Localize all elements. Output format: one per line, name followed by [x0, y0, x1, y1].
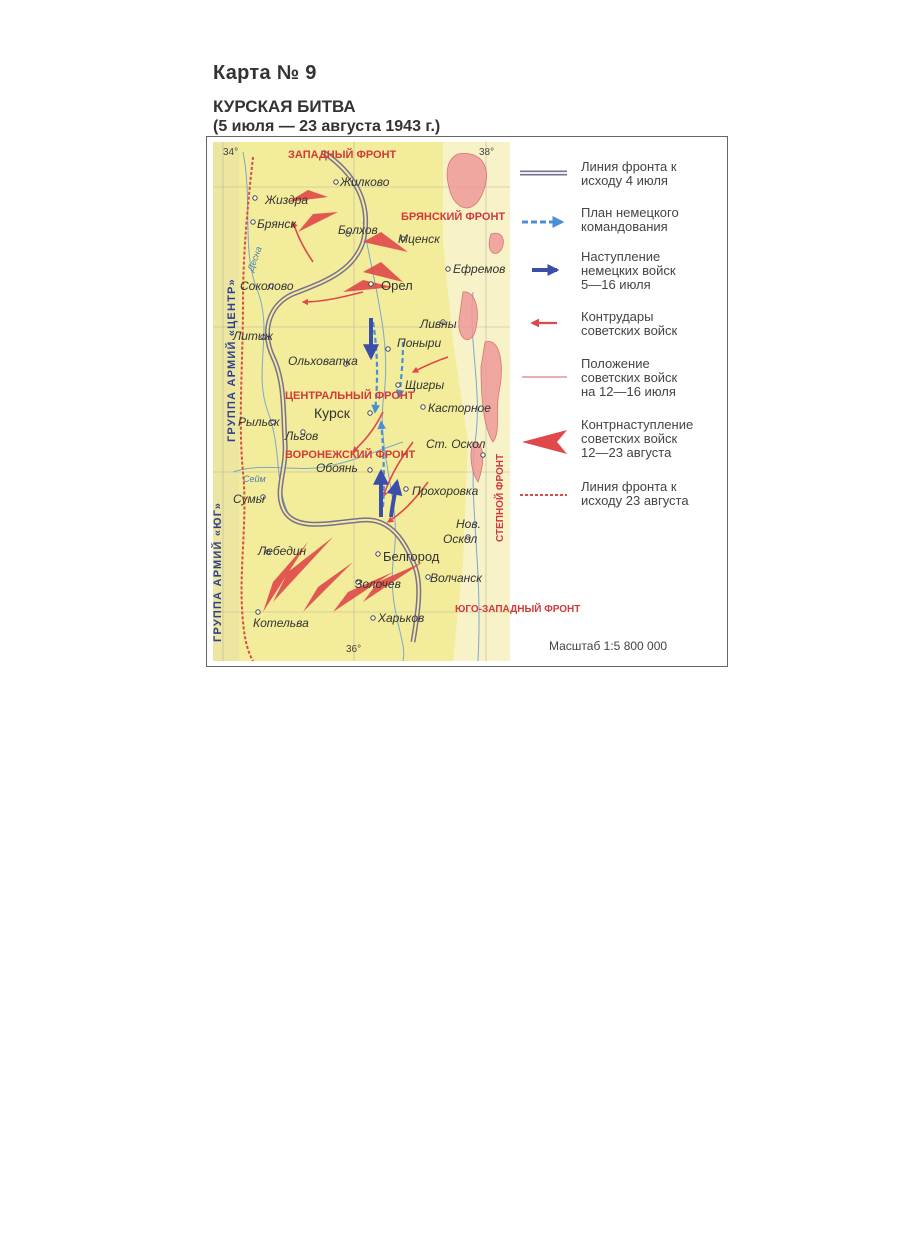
army-group-center-label: ГРУППА АРМИЙ «ЦЕНТР»: [226, 278, 238, 442]
legend-text: План немецкого: [581, 205, 679, 220]
army-group-south-label: ГРУППА АРМИЙ «ЮГ»: [212, 501, 224, 642]
legend-text: на 12—16 июля: [581, 384, 676, 399]
front-label-central: ЦЕНТРАЛЬНЫЙ ФРОНТ: [285, 390, 415, 402]
front-label-bryansk: БРЯНСКИЙ ФРОНТ: [401, 211, 506, 223]
legend-text: исходу 23 августа: [581, 493, 689, 508]
city-label-zhizdra: Жиздра: [265, 193, 309, 207]
legend-text: 5—16 июля: [581, 277, 651, 292]
legend-text: командования: [581, 219, 668, 234]
city-label-st-oskol: Ст. Оскол: [426, 437, 486, 451]
city-label-olkhovatka: Ольховатка: [288, 354, 358, 368]
city-label-lgov: Льгов: [285, 429, 319, 443]
city-label-zolochev: Золочев: [355, 577, 401, 591]
city-label-nov-oskol-1: Нов.: [456, 517, 481, 531]
legend-text: советских войск: [581, 370, 678, 385]
map-area: [212, 142, 581, 661]
city-label-kursk: Курск: [314, 405, 350, 421]
city-label-kharkov: Харьков: [378, 611, 425, 625]
city-label-ponyri: Поныри: [397, 336, 442, 350]
city-label-prokhorovka: Прохоровка: [412, 484, 479, 498]
legend-text: Контрнаступление: [581, 417, 694, 432]
river-label-desna: Десна: [245, 245, 264, 273]
legend-text: немецких войск: [581, 263, 676, 278]
city-label-livny: Ливны: [420, 317, 457, 331]
city-label-litizh: Литиж: [233, 329, 273, 343]
city-label-oboyan: Обоянь: [316, 461, 358, 475]
legend-text: исходу 4 июля: [581, 173, 668, 188]
front-label-western: ЗАПАДНЫЙ ФРОНТ: [288, 149, 397, 161]
front-label-voronezh: ВОРОНЕЖСКИЙ ФРОНТ: [285, 449, 416, 461]
city-label-kotelva: Котельва: [253, 616, 309, 630]
city-label-bolkhov: Болхов: [338, 223, 378, 237]
city-label-mtsensk: Мценск: [398, 232, 440, 246]
river-label-seim: Сейм: [243, 474, 266, 484]
city-label-sumy: Сумы: [233, 492, 265, 506]
city-label-zhilkovo: Жилково: [340, 175, 390, 189]
degree-label-34: 34°: [223, 147, 239, 158]
city-label-belgorod: Белгород: [383, 549, 440, 564]
legend-text: советских войск: [581, 323, 678, 338]
legend-text: Контрудары: [581, 309, 654, 324]
map-title-block: [213, 62, 440, 136]
legend-text: Линия фронта к: [581, 159, 677, 174]
city-label-shchigry: Щигры: [405, 378, 445, 392]
city-label-nov-oskol-2: Оскол: [443, 532, 478, 546]
city-label-rylsk: Рыльск: [238, 415, 280, 429]
front-label-southwest: ЮГО-ЗАПАДНЫЙ ФРОНТ: [455, 604, 581, 615]
map-scale: Масштаб 1:5 800 000: [549, 639, 668, 653]
city-label-sokolovo: Соколово: [240, 279, 294, 293]
map-title: КУРСКАЯ БИТВА: [213, 97, 356, 116]
degree-label-36: 36°: [346, 644, 362, 655]
city-label-kastornoe: Касторное: [428, 401, 491, 415]
legend-text: 12—23 августа: [581, 445, 672, 460]
legend-text: Наступление: [581, 249, 661, 264]
front-label-steppe: СТЕПНОЙ ФРОНТ: [495, 453, 506, 542]
legend-text: Положение: [581, 356, 650, 371]
city-label-efremov: Ефремов: [453, 262, 506, 276]
map-legend: [512, 142, 724, 661]
map-number: Карта № 9: [213, 62, 317, 84]
legend-text: советских войск: [581, 431, 678, 446]
map-dates: (5 июля — 23 августа 1943 г.): [213, 118, 441, 135]
legend-text: Линия фронта к: [581, 479, 677, 494]
city-label-volchansk: Волчанск: [430, 571, 482, 585]
degree-label-38: 38°: [479, 147, 495, 158]
city-label-bryansk: Брянск: [257, 217, 297, 231]
legend-symbol-soviet-counteroffensive: [522, 430, 567, 454]
city-label-lebedin: Лебедин: [258, 544, 307, 558]
city-label-orel: Орел: [381, 278, 413, 293]
kursk-map: [212, 142, 581, 661]
